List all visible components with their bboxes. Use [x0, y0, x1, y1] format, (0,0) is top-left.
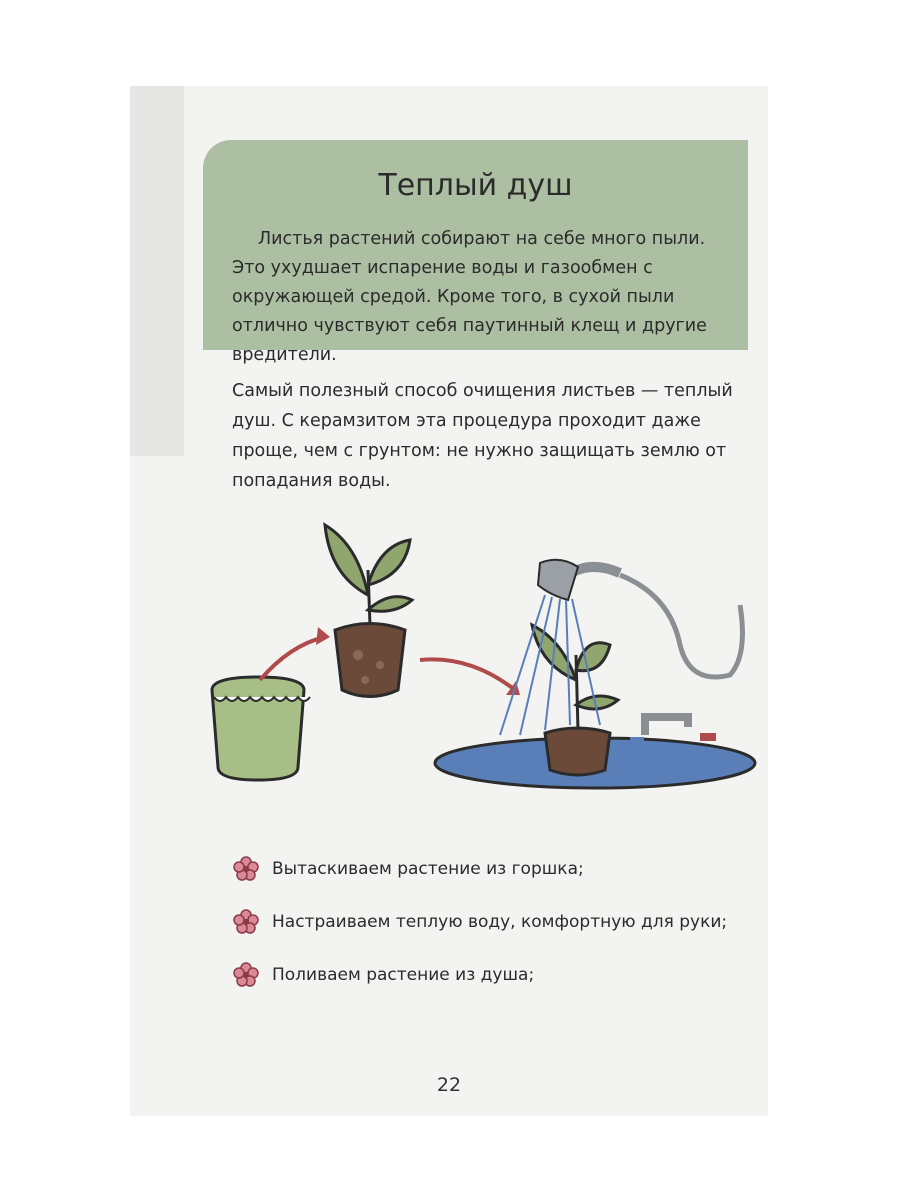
main-paragraph: Самый полезный способ очищения листьев — теплый душ. С керамзитом эта процедура проходит даже проще, чем с грунтом: не нужно защищать землю от попадания воды. — [232, 381, 733, 491]
plant-soil-ball — [325, 525, 412, 697]
steps-list — [232, 852, 752, 1011]
flower-bullet-icon — [232, 961, 260, 989]
step-text: Настраиваем теплую воду, комфортную для руки; — [272, 912, 728, 932]
page-edge-strip — [130, 86, 184, 456]
intro-paragraph: Листья растений собирают на себе много пыли. Это ухудшает испарение воды и газообмен с окружающей средой. Кроме того, в сухой пыли отлично чувствуют себя паутинный клещ и другие вредители. — [232, 229, 707, 365]
list-item — [232, 958, 752, 992]
shower-illustration — [200, 505, 760, 805]
arrow-icon-2 — [420, 659, 515, 690]
page-title: Теплый душ — [378, 168, 573, 203]
page-number: 22 — [436, 1074, 462, 1096]
flower-bullet-icon — [232, 908, 260, 936]
green-pot — [212, 677, 310, 780]
shower-head-icon — [500, 560, 742, 735]
arrow-icon — [260, 637, 325, 680]
list-item — [232, 852, 752, 886]
list-item — [232, 905, 752, 939]
flower-bullet-icon — [232, 855, 260, 883]
step-text: Поливаем растение из душа; — [272, 965, 535, 985]
step-text: Вытаскиваем растение из горшка; — [272, 859, 584, 879]
faucet-icon — [645, 717, 688, 735]
